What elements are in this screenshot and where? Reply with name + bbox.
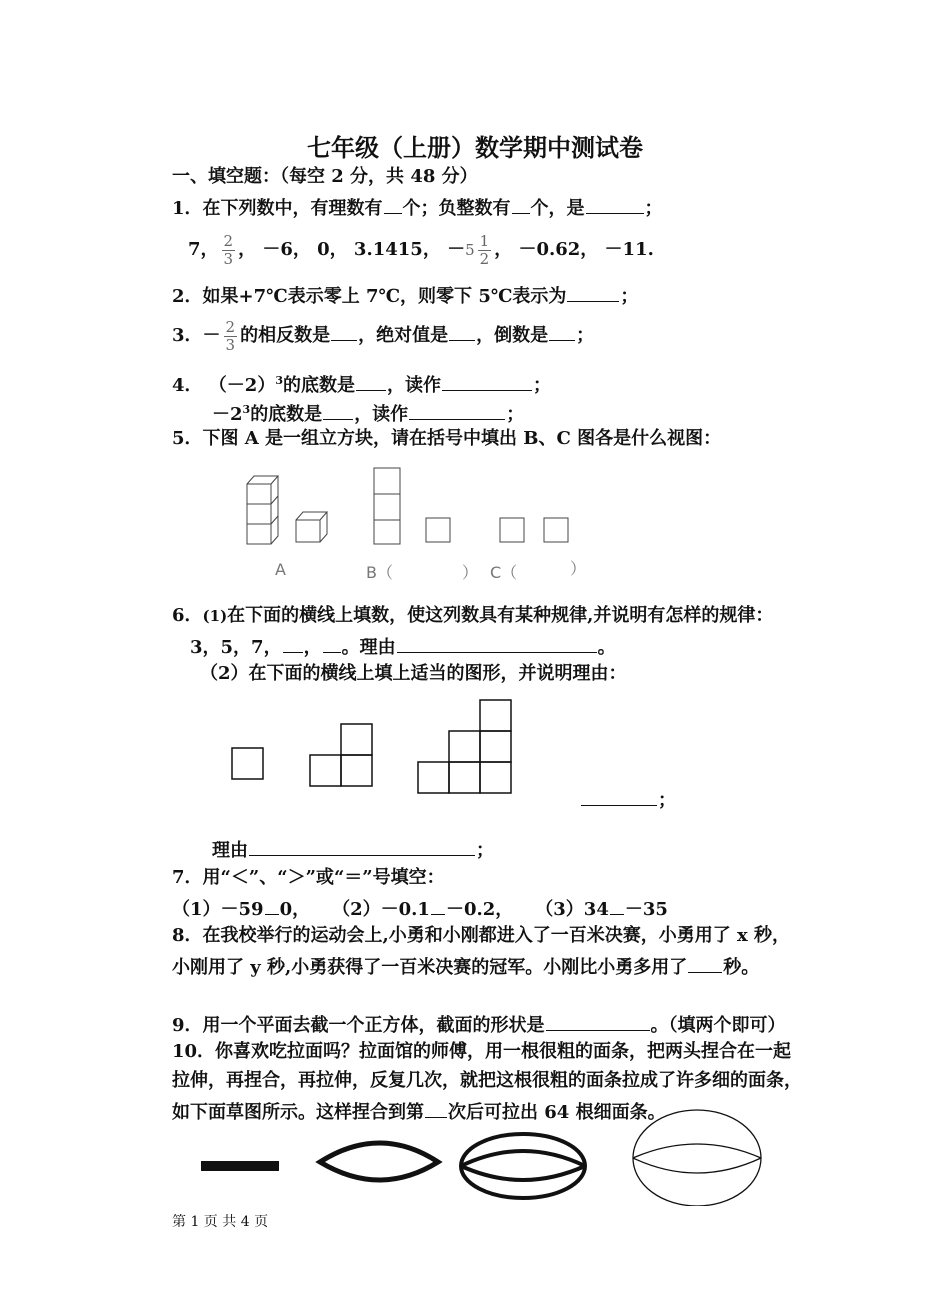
question-3 <box>172 316 594 356</box>
answer-blank[interactable] <box>581 786 657 806</box>
q1-number: ， －0.62， －11. <box>494 239 654 260</box>
question-10-line-2: 拉伸，再捏合，再拉伸，反复几次，就把这根很粗的面条拉成了许多细的面条， <box>172 1070 802 1091</box>
q1-number-list <box>188 230 654 270</box>
answer-blank[interactable] <box>688 953 722 973</box>
answer-blank[interactable] <box>512 194 530 214</box>
page-title: 七年级（上册）数学期中测试卷 <box>307 133 643 162</box>
answer-blank[interactable] <box>567 282 619 302</box>
question-4-line-2 <box>212 398 524 427</box>
fraction-numerator: 2 <box>223 231 234 250</box>
q1-text: ； <box>644 198 663 219</box>
q6-reason <box>212 836 494 863</box>
figure-label-b: B（ <box>366 563 393 582</box>
q1-text: 个，是 <box>530 198 585 219</box>
q1-text: 个；负整数有 <box>402 198 511 219</box>
q6-text: 理由 <box>212 840 248 861</box>
answer-blank[interactable] <box>323 400 353 420</box>
pattern-square <box>449 731 480 762</box>
q6-text: 6． <box>172 605 203 626</box>
q7-text: （2）－0.1 <box>332 899 430 920</box>
q10-text: 如下面草图所示。这样捏合到第 <box>172 1102 424 1123</box>
answer-blank[interactable] <box>331 321 357 341</box>
q3-text: 3．－ <box>172 325 221 346</box>
q7-items <box>172 895 668 922</box>
question-2 <box>172 282 638 309</box>
figure-b-view <box>374 468 450 544</box>
noodle-stage-1 <box>201 1161 279 1171</box>
answer-blank[interactable] <box>610 895 624 915</box>
q3-text: ，绝对值是 <box>358 325 449 346</box>
fraction <box>224 319 238 354</box>
q7-text: 0， <box>279 899 311 920</box>
figure-label-a: A <box>275 560 286 579</box>
q8-text: 秒。 <box>723 957 760 978</box>
q4-text: ； <box>532 375 551 396</box>
figure-a-cubes <box>247 476 327 544</box>
question-4-line-1 <box>172 369 551 398</box>
fraction <box>478 233 492 268</box>
q1-text: 1．在下列数中，有理数有 <box>172 198 383 219</box>
answer-blank[interactable] <box>449 321 475 341</box>
q7-text: （1）－59 <box>172 899 264 920</box>
q10-text: 次后可拉出 64 根细面条。 <box>448 1102 666 1123</box>
q6-text: 在下面的横线上填数，使这列数具有某种规律,并说明有怎样的规律： <box>227 605 774 626</box>
fraction-denominator: 3 <box>223 249 234 268</box>
q7-text: －35 <box>624 899 668 920</box>
answer-blank[interactable] <box>283 633 303 653</box>
pattern-square <box>341 755 372 786</box>
q6-shape-answer <box>580 786 676 813</box>
question-8-line-2 <box>172 953 759 980</box>
q6-text: ； <box>658 790 676 811</box>
fraction-numerator: 2 <box>225 317 236 336</box>
q6-text: 。理由 <box>341 637 396 658</box>
q6-text: (1) <box>202 607 228 625</box>
answer-blank[interactable] <box>323 633 341 653</box>
answer-blank[interactable] <box>397 633 597 653</box>
question-6-part-2: （2）在下面的横线上填上适当的图形，并说明理由： <box>200 663 627 684</box>
square-pattern-figure <box>228 698 518 798</box>
noodle-stages-figure <box>195 1106 775 1206</box>
q6-text: ， <box>303 637 322 658</box>
pattern-square <box>341 724 372 755</box>
q2-text: 2．如果+7℃表示零上 7℃，则零下 5℃表示为 <box>172 286 567 307</box>
figure-label-b-close: ） <box>462 563 479 582</box>
q1-number: 7， <box>188 239 219 260</box>
answer-blank[interactable] <box>409 400 505 420</box>
q9-text: 。（填两个即可） <box>650 1015 786 1036</box>
section-heading: 一、填空题：（每空 2 分，共 48 分） <box>172 166 478 187</box>
fraction-denominator: 2 <box>479 249 490 268</box>
answer-blank[interactable] <box>265 895 279 915</box>
answer-blank[interactable] <box>546 1011 650 1031</box>
q7-text: －0.2， <box>445 899 514 920</box>
q6-sequence <box>190 633 616 660</box>
q7-text: （3）34 <box>535 899 609 920</box>
q4-text: ，读作 <box>354 404 409 425</box>
figure-label-c: C（ <box>490 563 518 582</box>
pattern-square <box>480 731 511 762</box>
q3-text: ； <box>576 325 595 346</box>
q3-text: ，倒数是 <box>476 325 549 346</box>
pattern-square <box>480 700 511 731</box>
pattern-square <box>232 748 263 779</box>
q6-text: ； <box>476 840 494 861</box>
answer-blank[interactable] <box>249 836 475 856</box>
cube-views-figure <box>240 460 590 550</box>
pattern-square <box>418 762 449 793</box>
q2-text: ； <box>620 286 639 307</box>
figure-label-c-close: ） <box>570 559 587 578</box>
question-5: 5．下图 A 是一组立方块，请在括号中填出 B、C 图各是什么视图： <box>172 428 722 449</box>
exponent: 3 <box>275 374 283 387</box>
answer-blank[interactable] <box>586 194 644 214</box>
pattern-square <box>480 762 511 793</box>
mixed-number-whole: 5 <box>465 241 475 259</box>
noodle-stage-2 <box>320 1143 438 1180</box>
q9-text: 9．用一个平面去截一个正方体，截面的形状是 <box>172 1015 545 1036</box>
pattern-square <box>449 762 480 793</box>
q4-text: ，读作 <box>386 375 441 396</box>
fraction <box>222 233 236 268</box>
q4-text: 的底数是 <box>250 404 323 425</box>
q4-text: －2 <box>212 404 243 425</box>
question-10-line-1: 10．你喜欢吃拉面吗？拉面馆的师傅，用一根很粗的面条，把两头捏合在一起 <box>172 1041 792 1062</box>
answer-blank[interactable] <box>549 321 575 341</box>
fraction-denominator: 3 <box>225 335 236 354</box>
q6-text: 3，5，7， <box>190 637 282 658</box>
q4-text: 4． （－2） <box>172 375 276 396</box>
q8-text: 小刚用了 y 秒,小勇获得了一百米决赛的冠军。小刚比小勇多用了 <box>172 957 688 978</box>
figure-c-view <box>500 518 568 542</box>
q1-number: ， －6， 0， 3.1415， － <box>238 239 466 260</box>
fraction-numerator: 1 <box>479 231 490 250</box>
noodle-stage-4 <box>633 1110 761 1206</box>
question-6-part-1 <box>172 604 773 628</box>
answer-blank[interactable] <box>384 194 402 214</box>
question-1 <box>172 194 663 221</box>
q3-text: 的相反数是 <box>240 325 331 346</box>
exponent: 3 <box>242 403 251 416</box>
question-9 <box>172 1011 786 1038</box>
q6-text: 。 <box>597 637 616 658</box>
answer-blank[interactable] <box>356 371 386 391</box>
pattern-square <box>310 755 341 786</box>
question-8-line-1: 8．在我校举行的运动会上,小勇和小刚都进入了一百米决赛，小勇用了 x 秒， <box>172 925 791 946</box>
noodle-stage-3 <box>461 1134 585 1198</box>
page-footer: 第 1 页 共 4 页 <box>172 1214 269 1230</box>
answer-blank[interactable] <box>431 895 445 915</box>
q4-text: 的底数是 <box>282 375 355 396</box>
question-7: 7．用“＜”、“＞”或“＝”号填空： <box>172 867 445 888</box>
answer-blank[interactable] <box>442 371 532 391</box>
q4-text: ； <box>506 404 525 425</box>
